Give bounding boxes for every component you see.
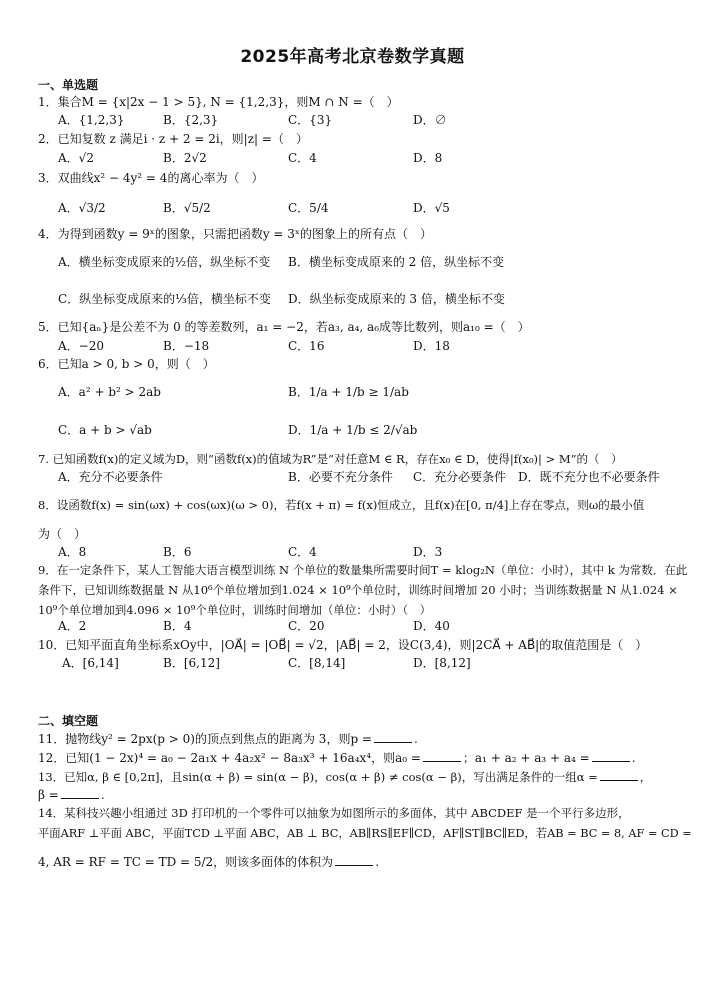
question-4-stem: 4．为得到函数y = 9ˣ的图象，只需把函数y = 3ˣ的图象上的所有点（ ） (38, 227, 433, 241)
q7-option-b: B．必要不充分条件 (288, 470, 393, 484)
q12-stem: 12．已知(1 − 2x)⁴ = a₀ − 2a₁x + 4a₂x² − 8a₃x³ + 16a₄x⁴，则a₀ = (38, 751, 421, 765)
q2-option-a: A．√2 (58, 151, 94, 165)
q4-option-c: C．纵坐标变成原来的⅓倍，横坐标不变 (58, 292, 271, 306)
q3-option-b: B．√5/2 (163, 201, 211, 215)
q13-comma: ， (639, 770, 652, 784)
q3-option-c: C．5/4 (288, 201, 329, 215)
q5-option-a: A．−20 (58, 339, 104, 353)
q7-option-c: C．充分必要条件 (413, 470, 507, 484)
question-6-stem: 6．已知a > 0, b > 0，则（ ） (38, 357, 215, 371)
q10-option-d: D．[8,12] (413, 656, 471, 670)
question-13 (38, 768, 697, 785)
q7-option-a: A．充分不必要条件 (58, 470, 163, 484)
q11-answer-blank[interactable] (374, 730, 412, 743)
q9-option-a: A．2 (58, 619, 87, 633)
q8-option-b: B．6 (163, 545, 192, 559)
q10-option-b: B．[6,12] (163, 656, 220, 670)
question-2-stem: 2．已知复数 z 满足i · z + 2 = 2i，则|z| =（ ） (38, 132, 308, 146)
question-14-line1: 14．某科技兴趣小组通过 3D 打印机的一个零件可以抽象为如图所示的多面体，其中 ABCDEF 是一个平行多边形， (38, 806, 630, 820)
q1-option-c: C．{3} (288, 113, 333, 127)
q13-answer-blank-beta[interactable] (61, 786, 99, 799)
question-12 (38, 749, 697, 766)
q8-option-a: A．8 (58, 545, 87, 559)
question-9-stem: 9．在一定条件下，某人工智能大语言模型训练 N 个单位的数量集所需要时间T = klog₂N（单位：小时），其中 k 为常数．在此条件下，已知训练数据量 N 从10⁶个单位增加到1.024 × 10⁹个单位时，训练时间增加 20 小时；当训练数据量 N 从1.024 × 10⁹个单位增加到4.096 × 10⁹个单位时，训练时间增加（单位：小时）（ ） (38, 563, 688, 617)
q13-beta-label: β = (38, 788, 59, 802)
q6-option-d: D．1/a + 1/b ≤ 2/√ab (288, 423, 418, 437)
q9-option-b: B．4 (163, 619, 192, 633)
q8-option-d: D．3 (413, 545, 443, 559)
q13-answer-blank-alpha[interactable] (600, 768, 638, 781)
q12-answer-blank-1[interactable] (423, 749, 461, 762)
q1-option-b: B．{2,3} (163, 113, 219, 127)
q14-end: . (375, 855, 380, 869)
section-heading-fill-blank: 二、填空题 (38, 714, 99, 728)
q6-option-a: A．a² + b² > 2ab (58, 385, 161, 399)
q4-option-a: A．横坐标变成原来的½倍，纵坐标不变 (58, 255, 271, 269)
q14-stem-end: 4, AR = RF = TC = TD = 5/2，则该多面体的体积为 (38, 855, 334, 869)
question-10-stem: 10．已知平面直角坐标系xOy中，|OA⃗| = |OB⃗| = √2，|AB⃗| = 2，设C(3,4)，则|2CA⃗ + AB⃗|的取值范围是（ ） (38, 638, 648, 652)
q12-mid: ；a₁ + a₂ + a₃ + a₄ = (462, 751, 590, 765)
question-8-stem: 8．设函数f(x) = sin(ωx) + cos(ωx)(ω > 0)，若f(x + π) = f(x)恒成立，且f(x)在[0, π/4]上存在零点，则ω的最小值 (38, 498, 645, 512)
q5-option-d: D．18 (413, 339, 450, 353)
question-11 (38, 730, 697, 747)
q11-stem: 11．抛物线y² = 2px(p > 0)的顶点到焦点的距离为 3，则p = (38, 732, 372, 746)
question-14-line3 (38, 853, 697, 870)
q9-option-d: D．40 (413, 619, 450, 633)
q3-option-a: A．√3/2 (58, 201, 106, 215)
q9-option-c: C．20 (288, 619, 325, 633)
section-heading-single-choice: 一、单选题 (38, 78, 99, 92)
q12-end: . (631, 751, 636, 765)
question-1-stem: 1．集合M = {x|2x − 1 > 5}, N = {1,2,3}，则M ∩ N =（ ） (38, 95, 399, 109)
q10-option-c: C．[8,14] (288, 656, 346, 670)
q11-end: . (414, 732, 418, 746)
q5-option-c: C．16 (288, 339, 325, 353)
page-title: 2025年高考北京卷数学真题 (240, 47, 465, 67)
q14-answer-blank[interactable] (335, 853, 373, 866)
q2-option-b: B．2√2 (163, 151, 207, 165)
q6-option-b: B．1/a + 1/b ≥ 1/ab (288, 385, 409, 399)
q3-option-d: D．√5 (413, 201, 450, 215)
q12-answer-blank-2[interactable] (592, 749, 630, 762)
q2-option-c: C．4 (288, 151, 317, 165)
q4-option-d: D．纵坐标变成原来的 3 倍，横坐标不变 (288, 292, 505, 306)
q13-end: . (100, 788, 105, 802)
q4-option-b: B．横坐标变成原来的 2 倍，纵坐标不变 (288, 255, 505, 269)
question-13-line2 (38, 786, 697, 803)
q1-option-d: D．∅ (413, 113, 447, 127)
q2-option-d: D．8 (413, 151, 443, 165)
q8-option-c: C．4 (288, 545, 317, 559)
q7-option-d: D．既不充分也不必要条件 (518, 470, 660, 484)
q6-option-c: C．a + b > √ab (58, 423, 152, 437)
q5-option-b: B．−18 (163, 339, 210, 353)
question-14-line2: 平面ARF ⊥平面 ABC，平面TCD ⊥平面 ABC，AB ⊥ BC，AB∥RS∥EF∥CD，AF∥ST∥BC∥ED，若AB = BC = 8, AF = CD = (38, 827, 692, 840)
q13-stem: 13．已知α, β ∈ [0,2π]，且sin(α + β) = sin(α − β)，cos(α + β) ≠ cos(α − β)，写出满足条件的一组α = (38, 770, 598, 784)
question-3-stem: 3．双曲线x² − 4y² = 4的离心率为（ ） (38, 171, 264, 185)
question-7-stem: 7. 已知函数f(x)的定义域为D，则“函数f(x)的值域为R”是“对任意M ∈ R，存在x₀ ∈ D，使得|f(x₀)| > M”的（ ） (38, 452, 623, 466)
q1-option-a: A．{1,2,3} (58, 113, 125, 127)
question-8-stem-continued: 为（ ） (38, 527, 87, 541)
q10-option-a: A．[6,14] (62, 656, 119, 670)
question-5-stem: 5．已知{aₙ}是公差不为 0 的等差数列，a₁ = −2，若a₃, a₄, a₆成等比数列，则a₁₀ =（ ） (38, 320, 530, 334)
